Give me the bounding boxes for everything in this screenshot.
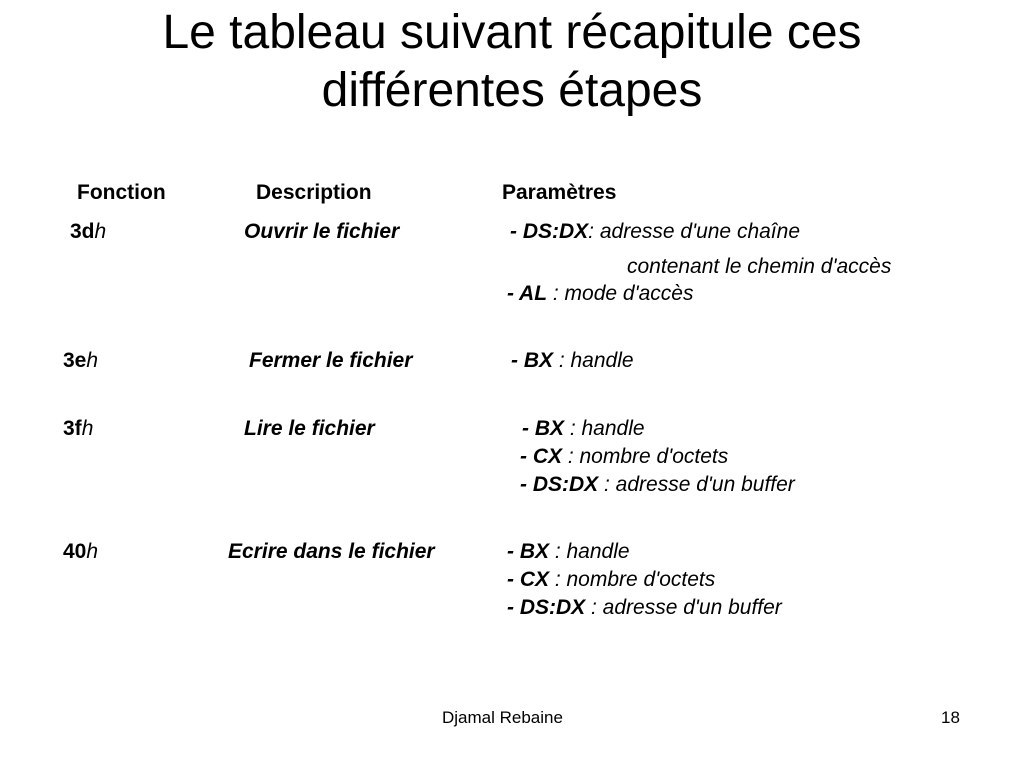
param-ds-dx: - DS:DX: adresse d'une chaîne [510,220,800,243]
description-read-file: Lire le fichier [244,417,375,440]
param-ds-dx: - DS:DX : adresse d'un buffer [520,473,795,496]
param-bx: - BX : handle [522,417,645,440]
param-bx: - BX : handle [511,349,634,372]
description-open-file: Ouvrir le fichier [244,220,400,243]
function-code-40h: 40h [63,540,99,563]
header-description: Description [256,181,372,204]
slide-title-line-2: différentes étapes [321,64,703,117]
function-code-3fh: 3fh [63,417,94,440]
param-cx: - CX : nombre d'octets [507,568,716,591]
slide-title [0,4,1024,120]
slide-title-line-1: Le tableau suivant récapitule ces [162,6,862,59]
description-write-file: Ecrire dans le fichier [228,540,435,563]
footer-author: Djamal Rebaine [442,708,563,727]
param-cx: - CX : nombre d'octets [520,445,729,468]
page-number: 18 [941,708,960,727]
function-code-3eh: 3eh [63,349,99,372]
function-code-3dh: 3dh [70,220,107,243]
param-ds-dx: - DS:DX : adresse d'un buffer [507,596,782,619]
header-fonction: Fonction [77,181,166,204]
param-ds-dx-continued: contenant le chemin d'accès [627,255,892,278]
param-bx: - BX : handle [507,540,630,563]
param-al: - AL : mode d'accès [507,282,694,305]
description-close-file: Fermer le fichier [249,349,413,372]
header-parametres: Paramètres [502,181,617,204]
